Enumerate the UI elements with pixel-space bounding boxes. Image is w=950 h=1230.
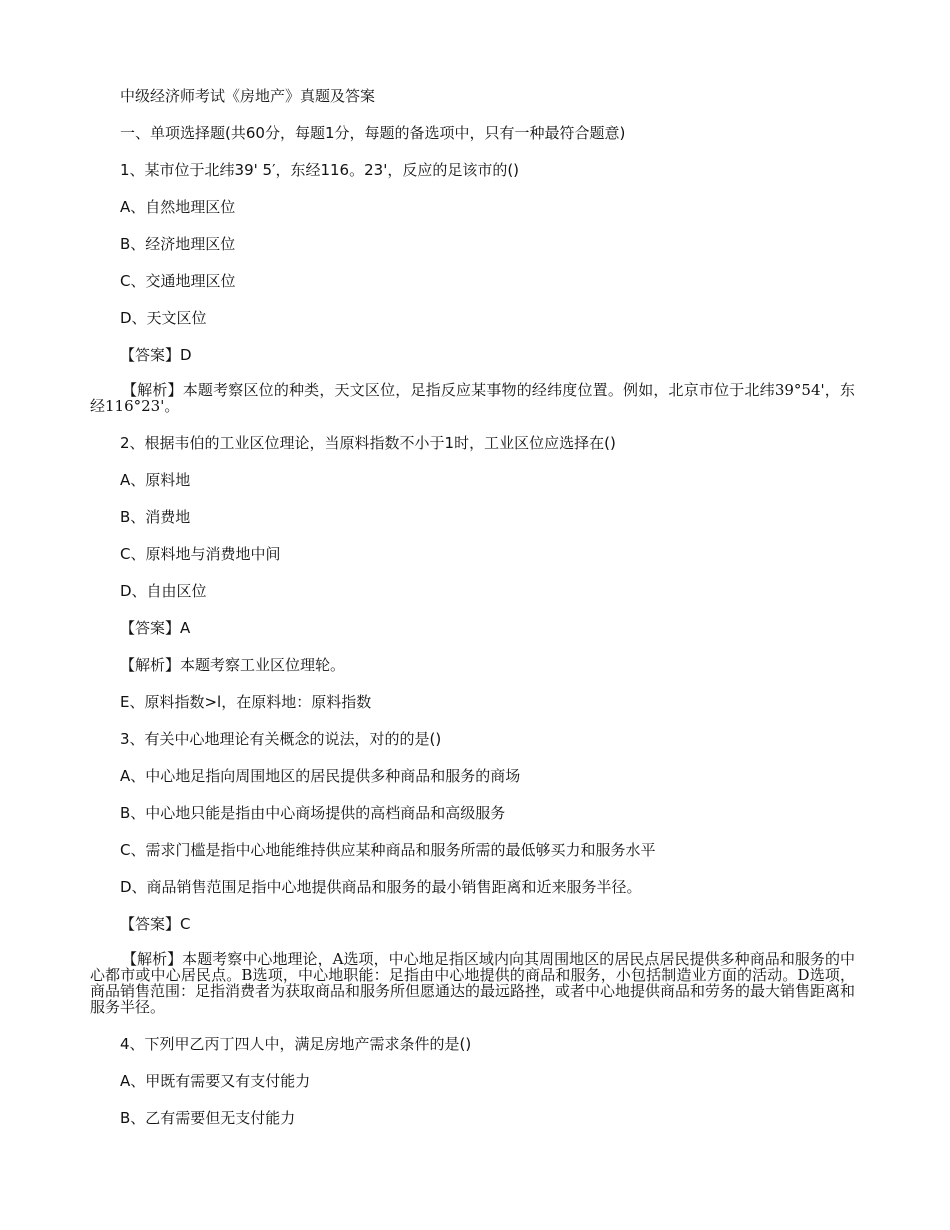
q2-stem: 2、根据韦伯的工业区位理论，当原料指数不小于1时，工业区位应选择在() (120, 434, 616, 452)
q4-option-a: A、甲既有需要又有支付能力 (120, 1072, 311, 1090)
q2-analysis: 【解析】本题考察工业区位理轮。 (120, 656, 346, 674)
q3-option-a: A、中心地足指向周围地区的居民提供多种商品和服务的商场 (120, 767, 521, 785)
q3-option-b: B、中心地只能是指由中心商场提供的高档商品和高级服务 (120, 804, 506, 822)
q4-option-b: B、乙有需要但无支付能力 (120, 1109, 296, 1127)
q1-option-b: B、经济地理区位 (120, 235, 236, 253)
q1-option-d: D、天文区位 (120, 309, 207, 327)
q2-option-a: A、原料地 (120, 471, 191, 489)
document-title: 中级经济师考试《房地产》真题及答案 (120, 87, 376, 105)
q4-stem: 4、下列甲乙丙丁四人中，满足房地产需求条件的是() (120, 1035, 472, 1053)
q3-option-d: D、商品销售范围足指中心地提供商品和服务的最小销售距离和近来服务半径。 (120, 878, 642, 896)
q3-stem: 3、有关中心地理论有关概念的说法，对的的是() (120, 730, 442, 748)
q2-option-d: D、自由区位 (120, 582, 207, 600)
section-heading: 一、单项选择题(共60分，每题1分，每题的备选项中，只有一种最符合题意) (120, 124, 626, 142)
q2-option-b: B、消费地 (120, 508, 191, 526)
q1-option-a: A、自然地理区位 (120, 198, 236, 216)
q2-option-e: E、原料指数>l，在原料地：原料指数 (120, 693, 372, 711)
q1-analysis: 【解析】本题考察区位的种类，天文区位，足指反应某事物的经纬度位置。例如，北京市位于北纬39°54'，东经116°23'。 (90, 381, 855, 415)
q3-answer: 【答案】C (120, 915, 191, 933)
q1-answer: 【答案】D (120, 346, 192, 364)
q1-option-c: C、交通地理区位 (120, 272, 236, 290)
q1-stem: 1、某市位于北纬39' 5′，东经116。23'，反应的足该市的() (120, 161, 520, 179)
q3-analysis: 【解析】本题考察中心地理论，A选项，中心地足指区域内向其周围地区的居民点居民提供多种商品和服务的中心都市或中心居民点。B选项，中心地职能：足指由中心地提供的商品和服务，小包括制造业方面的活动。D选项，商品销售范围：足指消费者为获取商品和服务所但愿通达的最远路挫，或者中心地提供商品和劳务的最大销售距离和服务半径。 (90, 950, 856, 1016)
q2-option-c: C、原料地与消费地中间 (120, 545, 281, 563)
q2-answer: 【答案】A (120, 619, 191, 637)
q3-option-c: C、需求门槛是指中心地能维持供应某种商品和服务所需的最低够买力和服务水平 (120, 841, 656, 859)
